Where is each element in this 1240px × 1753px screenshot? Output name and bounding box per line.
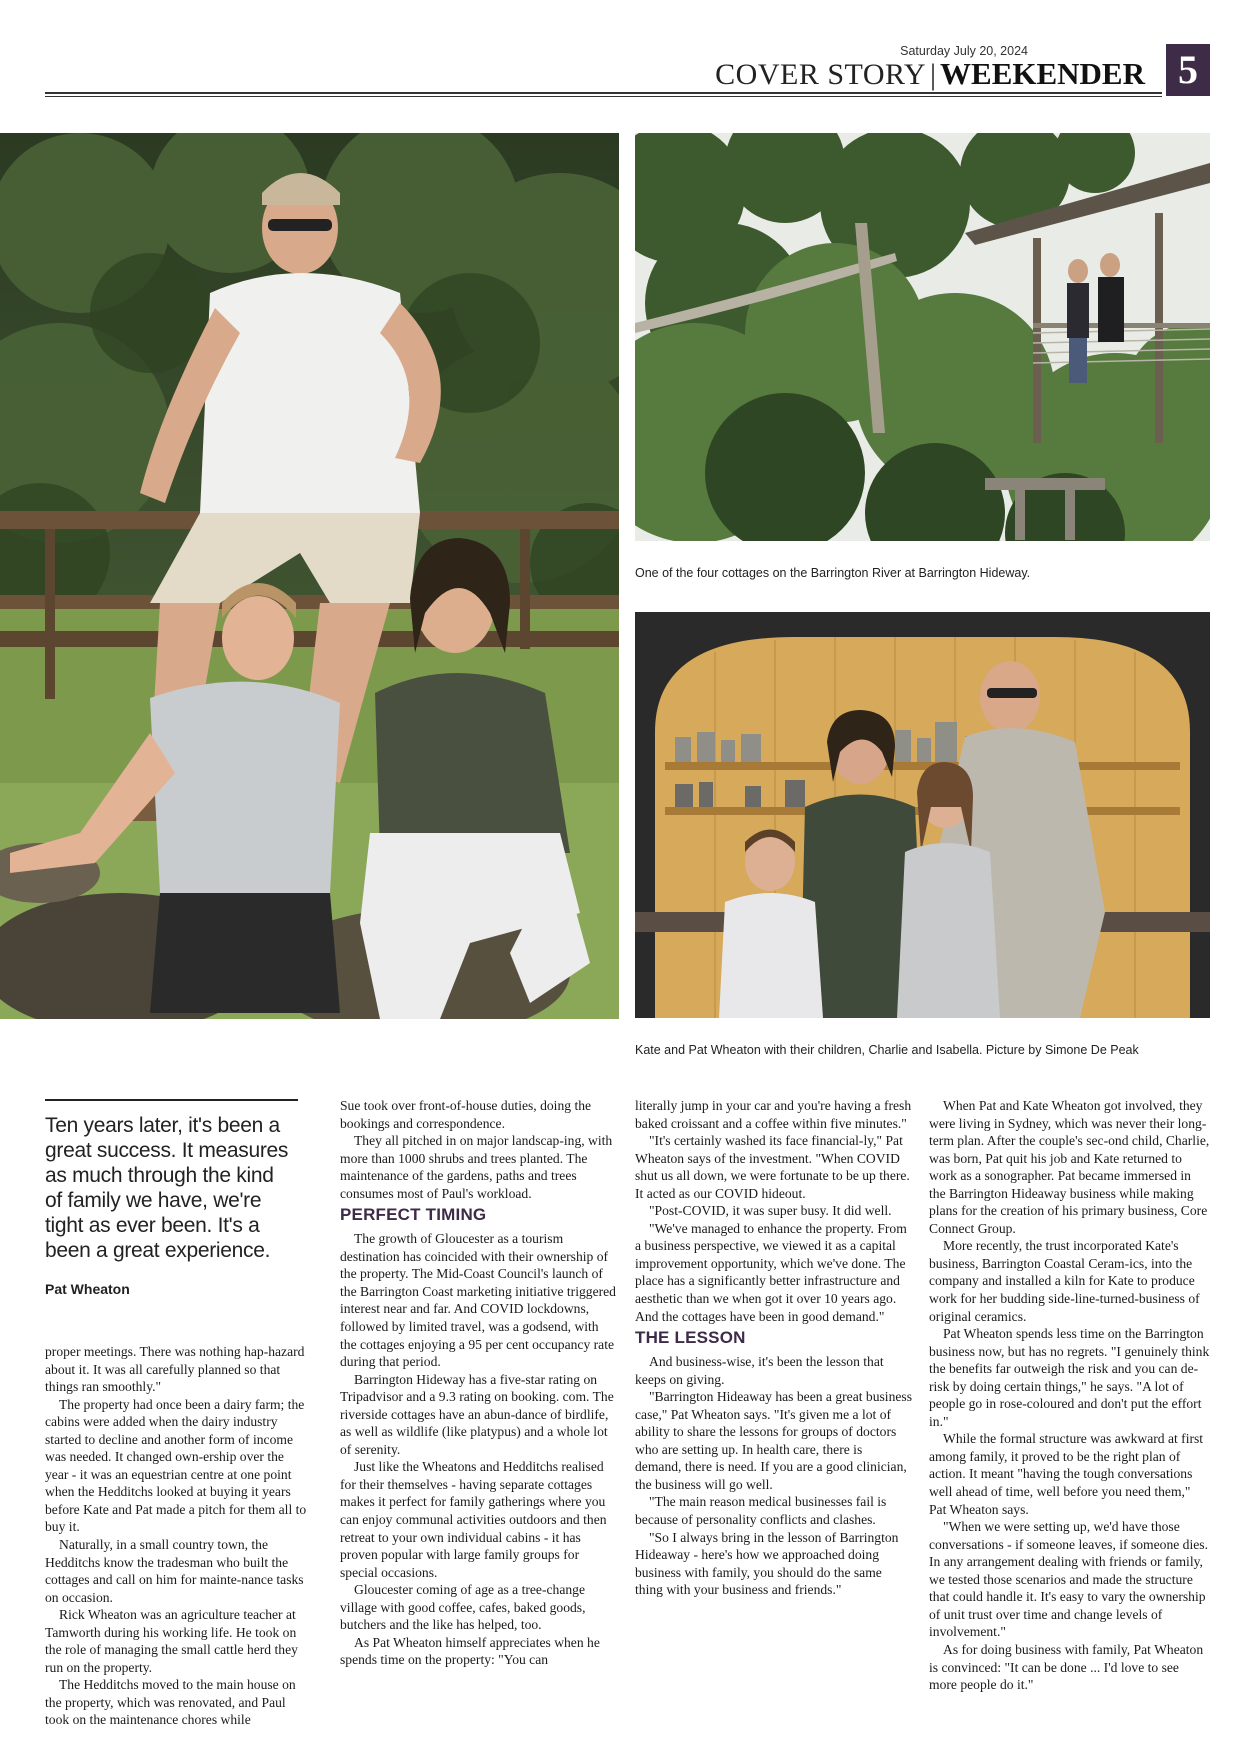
article-paragraph: "So I always bring in the lesson of Barrington Hideaway - here's how we approached doing business with family, you should do the same thing with your business and friends." <box>635 1529 899 1598</box>
header-rule-thin <box>45 96 1162 97</box>
article-paragraph: More recently, the trust incorporated Kate's business, Barrington Coastal Ceram-ics, into the company and installed a kiln for Kate to produce work for her budding side-line-turned-business of original ceramics. <box>929 1238 1200 1324</box>
article-paragraph: Barrington Hideway has a five-star rating on Tripadvisor and a 9.3 rating on booking. com. The riverside cottages have an abun-dance of birdlife, as well as wildlife (like platypus) and a whole lot of serenity. <box>340 1371 614 1457</box>
pull-quote-rule <box>45 1099 298 1101</box>
article-paragraph: Just like the Wheatons and Hedditchs realised for their themselves - having separate cottages makes it perfect for family gatherings where you can enjoy communal activities outdoors and then retreat to your own individual cabins - it has proven popular with large family groups for special occasions. <box>340 1459 607 1580</box>
pull-quote-line: of family we have, we're <box>45 1189 262 1212</box>
article-paragraph: Naturally, in a small country town, the Hedditchs know the tradesman who built the cottages and call on him for mainte-nance tasks on occasion. <box>45 1537 304 1605</box>
section-cover-story: COVER STORY <box>715 58 926 91</box>
article-paragraph: The growth of Gloucester as a tourism destination has coincided with their ownership of the property. The Mid-Coast Council's launch of the Barrington Coast marketing initiative triggered interest near and far. And COVID lockdowns, followed by limited travel, was a godsend, with the cottages enjoying a 95 per cent occupancy rate during that period. <box>340 1231 616 1370</box>
family-studio-photo <box>635 612 1210 1018</box>
subheading-the-lesson: THE LESSON <box>635 1328 746 1348</box>
pull-quote-line: been a great experience. <box>45 1239 271 1262</box>
section-title <box>715 58 1145 90</box>
family-photo-caption: Kate and Pat Wheaton with their children, Charlie and Isabella. Picture by Simone De Peak <box>635 1043 1139 1057</box>
header-rule <box>45 92 1162 94</box>
article-column-3 <box>635 1097 912 1599</box>
cottage-photo <box>635 133 1210 541</box>
article-paragraph: "The main reason medical businesses fail is because of personality conflicts and clashes. <box>635 1494 887 1528</box>
article-paragraph: And business-wise, it's been the lesson that keeps on giving. <box>635 1354 884 1387</box>
article-paragraph: The Hedditchs moved to the main house on the property, which was renovated, and Paul took on the maintenance chores while <box>45 1677 296 1728</box>
pull-quote-line: as much through the kind <box>45 1164 274 1187</box>
pull-quote <box>45 1113 310 1263</box>
article-paragraph: Gloucester coming of age as a tree-change village with good coffee, cafes, baked goods, butchers and the like has helped, too. <box>340 1582 586 1633</box>
family-outdoor-photo <box>0 133 619 1019</box>
section-separator: | <box>930 58 937 91</box>
article-paragraph: proper meetings. There was nothing hap-hazard about it. It was all carefully planned so that things ran smoothly." <box>45 1344 305 1395</box>
subheading-perfect-timing: PERFECT TIMING <box>340 1205 487 1225</box>
article-paragraph: literally jump in your car and you're having a fresh baked croissant and a coffee within five minutes." <box>635 1098 912 1131</box>
pull-quote-author: Pat Wheaton <box>45 1281 130 1297</box>
article-column-1 <box>45 1343 310 1729</box>
article-paragraph: While the formal structure was awkward at first among family, it proved to be the right plan of action. It meant "having the tough conversations well ahead of time, well before you need them," Pat Wheaton says. <box>929 1431 1204 1517</box>
pull-quote-line: Ten years later, it's been a <box>45 1114 280 1137</box>
article-paragraph: The property had once been a dairy farm; the cabins were added when the dairy industry started to decline and another form of income was needed. It changed own-ership over the year - it was an equestrian centre at one point when the Hedditchs looked at buying it years before Kate and Pat made a pitch for them all to buy it. <box>45 1396 307 1535</box>
article-paragraph: They all pitched in on major landscap-ing, with more than 1000 shrubs and trees planted. The maintenance of the gardens, paths and trees consumes most of Paul's workload. <box>340 1133 613 1201</box>
article-paragraph: Sue took over front-of-house duties, doing the bookings and correspondence. <box>340 1098 592 1131</box>
article-paragraph: "Barrington Hideaway has been a great business case," Pat Wheaton says. "It's given me a lot of ability to share the lessons for groups of doctors who are setting up. In health care, there is demand, there is need. If you are a good clinician, the business will go well. <box>635 1389 912 1492</box>
article-paragraph: "Post-COVID, it was super busy. It did well. <box>649 1203 892 1219</box>
article-paragraph: "We've managed to enhance the property. From a business perspective, we viewed it as a capital improvement opportunity, which we've done. The place has a significantly better infrastructure and aesthetic than we when got it over 10 years ago. And the cottages have been in good demand." <box>635 1220 907 1324</box>
section-weekender: WEEKENDER <box>940 56 1145 91</box>
pull-quote-line: tight as ever been. It's a <box>45 1214 260 1237</box>
page-number: 5 <box>1166 44 1210 96</box>
pull-quote-line: great success. It measures <box>45 1139 289 1162</box>
article-column-4 <box>929 1097 1210 1694</box>
article-column-2 <box>340 1097 617 1669</box>
cottage-photo-caption: One of the four cottages on the Barrington River at Barrington Hideway. <box>635 566 1031 580</box>
article-paragraph: As for doing business with family, Pat Wheaton is convinced: "It can be done ... I'd love to see more people do it." <box>929 1641 1204 1693</box>
article-paragraph: "When we were setting up, we'd have those conversations - if someone leaves, if someone dies. In any arrangement dealing with friends or family, we tested those scenarios and made the structure that could handle it. It's easy to vary the ownership of unit trust over time and change levels of involvement." <box>929 1519 1208 1640</box>
article-paragraph: When Pat and Kate Wheaton got involved, they were living in Sydney, which was never their long-term plan. After the couple's sec-ond child, Charlie, was born, Pat quit his job and Kate returned to work as a sonographer. Pat became immersed in the Barrington Hideaway business while making plans for the creation of his primary business, Core Connect Group. <box>929 1098 1210 1236</box>
article-paragraph: Rick Wheaton was an agriculture teacher at Tamworth during his working life. He took on the role of managing the small cattle herd they run on the property. <box>45 1607 298 1675</box>
article-paragraph: "It's certainly washed its face financial-ly," Pat Wheaton says of the investment. "When COVID shut us all down, we were fortunate to be up there. It acted as our COVID hideout. <box>635 1133 910 1201</box>
article-paragraph: Pat Wheaton spends less time on the Barrington business now, but has no regrets. "I genuinely think the benefits far outweigh the risk and you can de-risk by doing certain things," he says. "A lot of people go in rose-coloured and don't put the effort in." <box>929 1326 1210 1429</box>
article-paragraph: As Pat Wheaton himself appreciates when he spends time on the property: "You can <box>340 1634 600 1668</box>
issue-date: Saturday July 20, 2024 <box>900 44 1028 58</box>
